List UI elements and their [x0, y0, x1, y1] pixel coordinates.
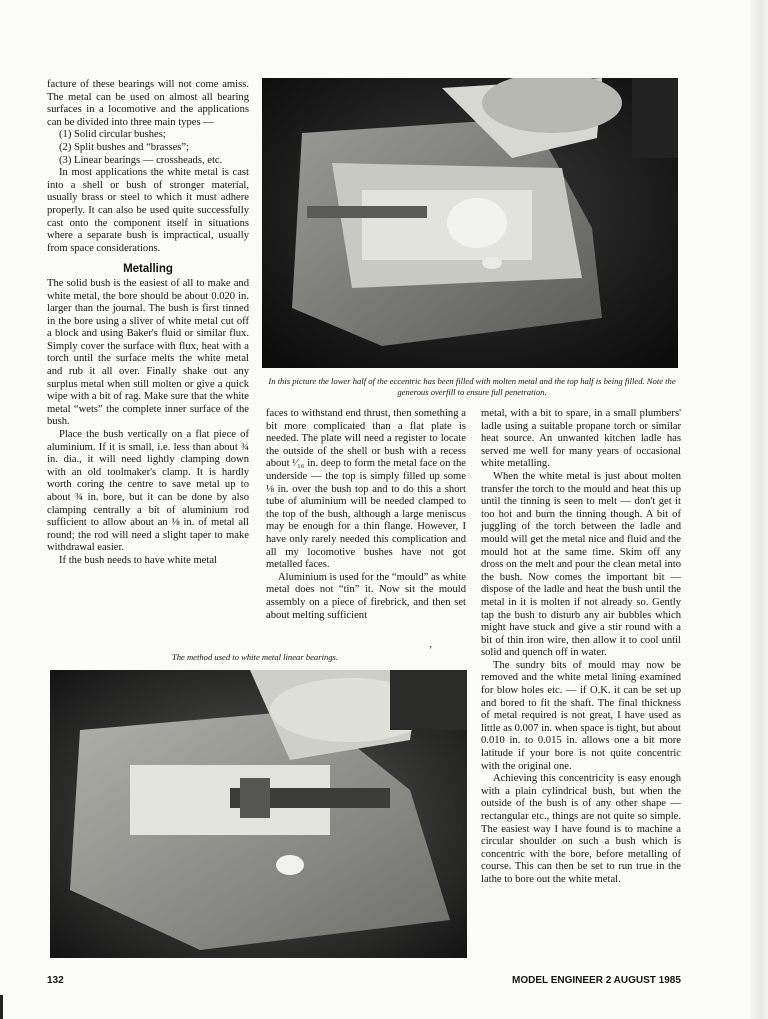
paragraph: metal, with a bit to spare, in a small plumbers' ladle using a suitable propane torch or similar heat source. An unwanted kitchen ladle has served me well for many years of occasional white metalling.	[481, 408, 681, 470]
running-footer-title: MODEL ENGINEER 2 AUGUST 1985	[512, 975, 681, 986]
paragraph: Achieving this concentricity is easy enough with a plain cylindrical bush, but when the outside of the bush is of any other shape — rectangular etc., things are not quite so simple. The easiest way I have found is to machine a circular shoulder on such a bush which is concentric with the bore, before metalling of course. This can then be set to run true in the lathe to bore out the white metal.	[481, 773, 681, 885]
caption-bottom-photo: The method used to white metal linear bearings.	[171, 652, 339, 662]
bearing-types-list	[47, 129, 249, 167]
text-column-2	[266, 408, 466, 622]
stray-mark: ’	[429, 645, 433, 656]
photo-linear-bearing-metalling	[50, 670, 467, 958]
paragraph: Place the bush vertically on a flat piece of aluminium. If it is small, i.e. less than about ¾ in. dia., it will need lightly clamping down with an old toolmaker's clamp. It is hardly worth coring the centre to save metal up to about ¾ in. bore, but it can be done by also clamping centrally a bit of aluminium rod sufficient to allow about an ⅛ in. of metal all round; the rod will need a slight taper to make withdrawal easier.	[47, 429, 249, 554]
paragraph: The solid bush is the easiest of all to make and white metal, the bore should be about 0.020 in. larger than the journal. The bush is first tinned in the bore using a sliver of white metal cut off a block and using Baker's fluid or similar flux. Simply cover the surface with flux, heat with a torch until the surface melts the white metal and rub it all over. Finally shake out any surplus metal when still molten or give a quick wipe with a bit of rag. Make sure that the white metal “wets” the complete inner surface of the bush.	[47, 277, 249, 428]
section-heading: Metalling	[123, 263, 173, 276]
paragraph: If the bush needs to have white metal	[59, 554, 217, 566]
page-edge-shadow	[750, 0, 768, 1019]
photo-eccentric-filling-image	[262, 78, 678, 368]
list-item: (1) Solid circular bushes;	[59, 129, 166, 141]
list-item: (3) Linear bearings — crossheads, etc.	[59, 154, 223, 166]
text-column-1	[47, 79, 249, 568]
paragraph: In most applications the white metal is cast into a shell or bush of stronger material, usually brass or steel to which it must adhere properly. It can also be used quite successfully cast onto the component itself in situations where a separate bush is impractical, usually from space considerations.	[47, 167, 249, 254]
list-item: (2) Split bushes and “brasses”;	[59, 141, 190, 153]
photo-linear-bearing-metalling-image	[50, 670, 467, 958]
paragraph: When the white metal is just about molten transfer the torch to the mould and heat this up until the tinning is seen to melt — don't get it too hot and burn the tinning though. A bit of juggling of the torch between the ladle and mould will get the metal nice and fluid and the mould hot at the same time. Skim off any dross on the melt and pour the clean metal into the bush. Now comes the important bit — dispose of the ladle and heat the bush until the metal in it is molten if not already so. Gently tap the bush to disturb any air bubbles which might have stuck and give a stir round with a bit of thin iron wire, then allow it to cool until solid and quench off in water.	[481, 470, 681, 659]
paragraph: faces to withstand end thrust, then something a bit more complicated than a flat plate is needed. The plate will need a register to locate the outside of the shell or bush with a recess about ¹⁄₁₆ in. deep to form the metal face on the underside — the top is simply filled up some ⅛ in. over the bush top and to do this a short tube of aluminium will be needed clamped to the top of the bush, although a large meniscus may be enough for a thin flange. However, I have only rarely needed this complication and all my locomotive bushes have not got metalled faces.	[266, 408, 466, 571]
paragraph: facture of these bearings will not come amiss. The metal can be used on almost all bearing surfaces in a locomotive and the applications can be divided into three main types —	[47, 79, 249, 128]
page-number: 132	[47, 975, 64, 986]
text-column-3	[481, 408, 681, 887]
paragraph: The sundry bits of mould may now be removed and the white metal lining examined for blow holes etc. — if O.K. it can be set up and bored to fit the shaft. The final thickness of metal required is not great, I have used as little as 0.007 in. when space is tight, but about 0.010 in. to 0.015 in. allows one a bit more latitude if your bore is not quite concentric with the original one.	[481, 659, 681, 772]
photo-eccentric-filling	[262, 78, 678, 368]
paragraph: Aluminium is used for the “mould” as white metal does not “tin” it. Now sit the mould assembly on a piece of firebrick, and then set about melting sufficient	[266, 571, 467, 621]
caption-top-photo: In this picture the lower half of the eccentric has been filled with molten metal and the top half is being filled. Note the generous overfill to ensure full penetration.	[268, 376, 676, 397]
scan-edge-mark	[0, 995, 3, 1019]
